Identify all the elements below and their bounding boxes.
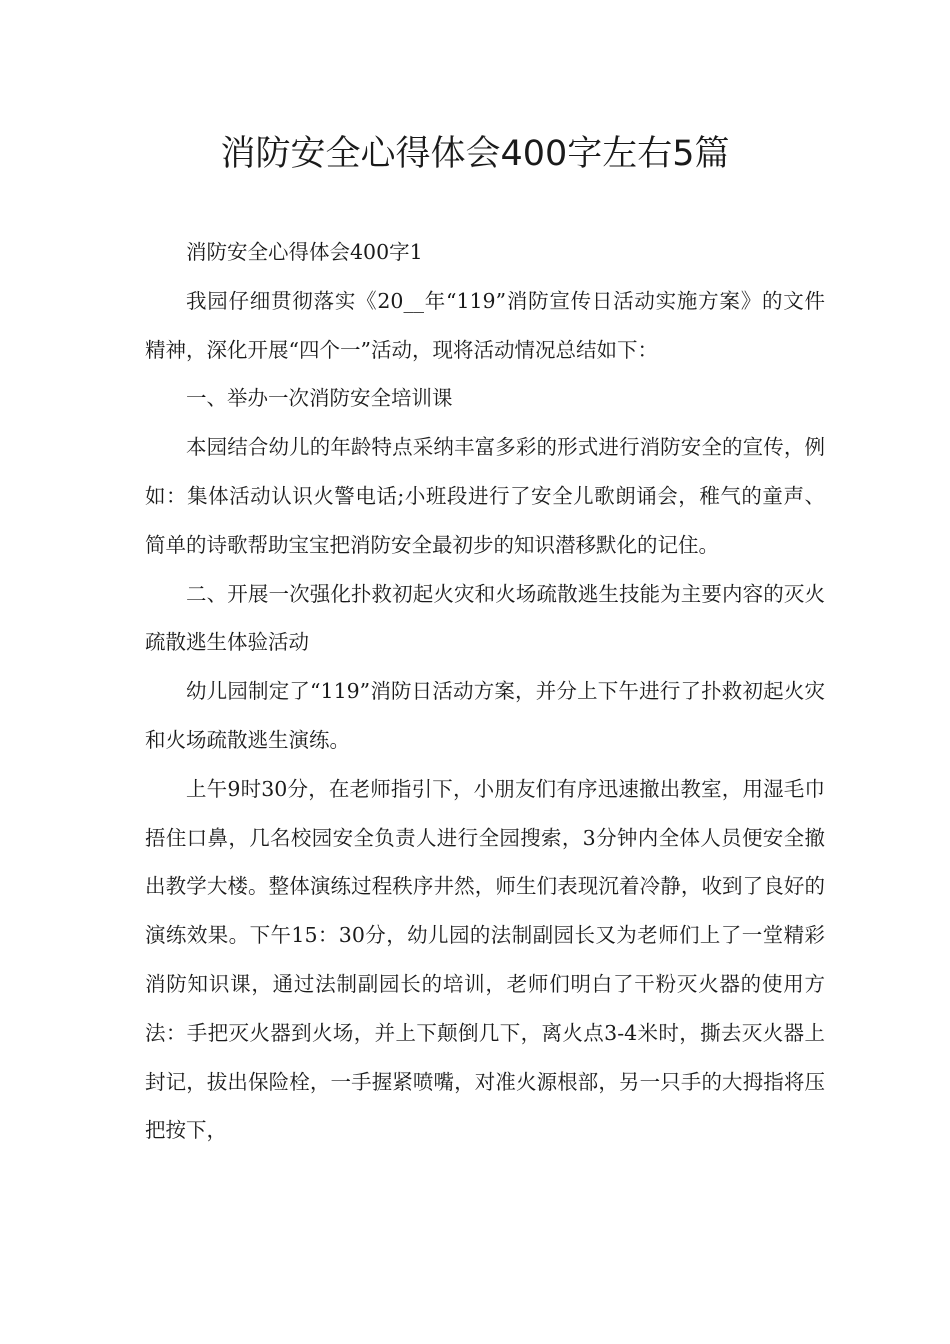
paragraph-section-heading: 消防安全心得体会400字1 <box>186 240 423 264</box>
document-body <box>145 228 825 1155</box>
paragraph-drill: 上午9时30分，在老师指引下，小朋友们有序迅速撤出教室，用湿毛巾捂住口鼻，几名校园安全负责人进行全园搜索，3分钟内全体人员便安全撤出教学大楼。整体演练过程秩序井然，师生们表现沉着冷静，收到了良好的演练效果。下午15：30分，幼儿园的法制副园长又为老师们上了一堂精彩消防知识课，通过法制副园长的培训，老师们明白了干粉灭火器的使用方法：手把灭火器到火场，并上下颠倒几下，离火点3-4米时，撕去灭火器上封记，拔出保险栓，一手握紧喷嘴，对准火源根部，另一只手的大拇指将压把按下， <box>145 776 825 1143</box>
paragraph-heading-one: 一、举办一次消防安全培训课 <box>186 386 453 411</box>
paragraph-plan: 幼儿园制定了“119”消防日活动方案，并分上下午进行了扑救初起火灾和火场疏散逃生演练。 <box>145 679 825 752</box>
paragraph-training: 本园结合幼儿的年龄特点采纳丰富多彩的形式进行消防安全的宣传，例如：集体活动认识火警电话;小班段进行了安全儿歌朗诵会，稚气的童声、简单的诗歌帮助宝宝把消防安全最初步的知识潜移默化的记住。 <box>145 435 825 557</box>
paragraph-heading-two: 二、开展一次强化扑救初起火灾和火场疏散逃生技能为主要内容的灭火疏散逃生体验活动 <box>145 581 825 655</box>
document-title: 消防安全心得体会400字左右5篇 <box>220 134 730 174</box>
paragraph-intro: 我园仔细贯彻落实《20__年“119”消防宣传日活动实施方案》的文件精神，深化开展“四个一”活动，现将活动情况总结如下： <box>145 288 825 362</box>
